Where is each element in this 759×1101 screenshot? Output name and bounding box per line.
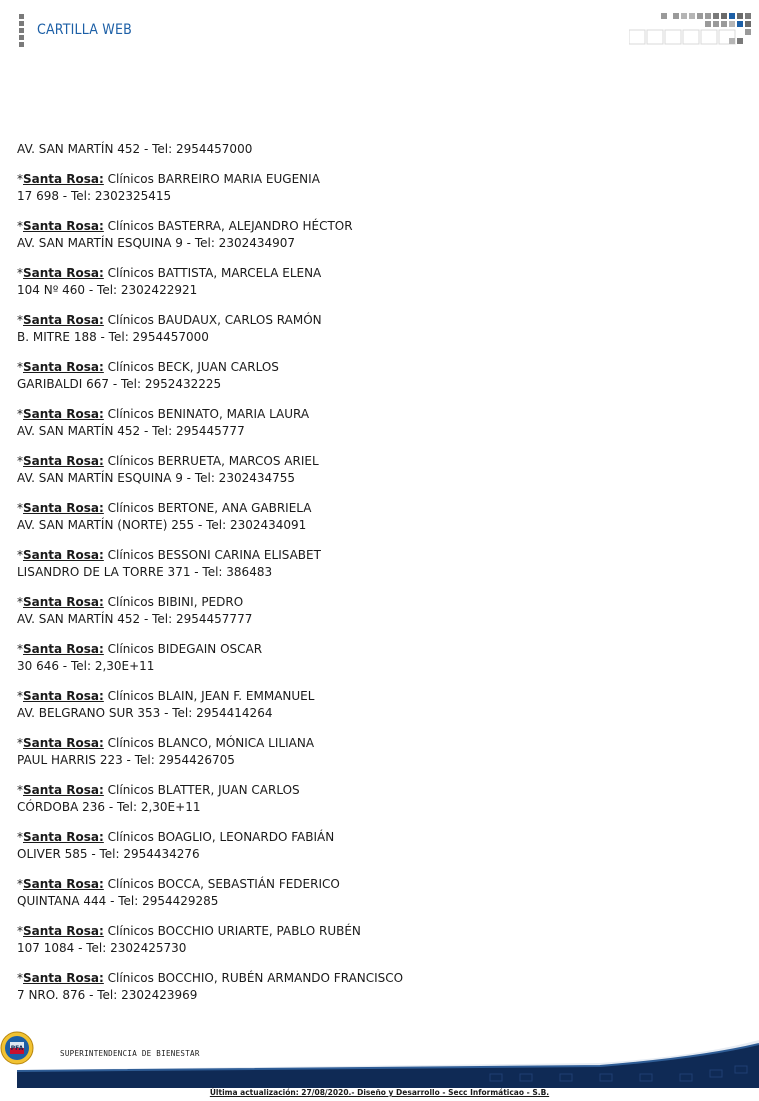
entry-address: 104 Nº 460 - Tel: 2302422921 xyxy=(17,283,198,297)
entry-city: Santa Rosa: xyxy=(23,548,104,562)
entry-prefix: * xyxy=(17,736,23,750)
entry-prefix: * xyxy=(17,266,23,280)
entry-provider-name: Clínicos BLANCO, MÓNICA LILIANA xyxy=(103,736,315,750)
list-item xyxy=(17,641,737,675)
entry-city: Santa Rosa: xyxy=(23,172,104,186)
list-item xyxy=(17,218,737,252)
list-item xyxy=(17,735,737,769)
list-item xyxy=(17,171,737,205)
list-item xyxy=(17,876,737,910)
list-item xyxy=(17,453,737,487)
entry-city: Santa Rosa: xyxy=(23,360,104,374)
entry-address: 7 NRO. 876 - Tel: 2302423969 xyxy=(17,988,198,1002)
entry-prefix: * xyxy=(17,219,23,233)
entry-address: PAUL HARRIS 223 - Tel: 2954426705 xyxy=(17,753,235,767)
page-header xyxy=(0,0,759,60)
entry-prefix: * xyxy=(17,360,23,374)
entry-city: Santa Rosa: xyxy=(23,407,104,421)
entry-address: AV. SAN MARTÍN 452 - Tel: 295445777 xyxy=(17,424,245,438)
entry-address: B. MITRE 188 - Tel: 2954457000 xyxy=(17,330,209,344)
entry-city: Santa Rosa: xyxy=(23,877,104,891)
entry-provider-name: Clínicos BENINATO, MARIA LAURA xyxy=(103,407,310,421)
page-title: CARTILLA WEB xyxy=(37,22,132,38)
entry-title-line xyxy=(17,829,737,846)
entry-provider-name: Clínicos BERRUETA, MARCOS ARIEL xyxy=(103,454,319,468)
footer-organization: SUPERINTENDENCIA DE BIENESTAR xyxy=(60,1049,200,1058)
entry-city: Santa Rosa: xyxy=(23,642,104,656)
entry-title-line xyxy=(17,923,737,940)
entry-prefix: * xyxy=(17,313,23,327)
entry-city: Santa Rosa: xyxy=(23,830,104,844)
list-item xyxy=(17,594,737,628)
list-item xyxy=(17,782,737,816)
entry-title-line xyxy=(17,735,737,752)
seal-lettering: PFA xyxy=(10,1045,24,1052)
entry-address: 107 1084 - Tel: 2302425730 xyxy=(17,941,187,955)
entry-address: OLIVER 585 - Tel: 2954434276 xyxy=(17,847,200,861)
entry-title-line xyxy=(17,782,737,799)
entry-title-line xyxy=(17,359,737,376)
entry-city: Santa Rosa: xyxy=(23,924,104,938)
entry-title-line xyxy=(17,500,737,517)
entry-title-line xyxy=(17,970,737,987)
entry-prefix: * xyxy=(17,971,23,985)
entry-city: Santa Rosa: xyxy=(23,501,104,515)
list-item xyxy=(17,265,737,299)
footer-update-note: Última actualización: 27/08/2020.- Diseño y Desarrollo - Secc Informáticao - S.B. xyxy=(209,1088,550,1097)
list-item xyxy=(17,312,737,346)
entry-prefix: * xyxy=(17,407,23,421)
entry-address: AV. SAN MARTÍN ESQUINA 9 - Tel: 2302434755 xyxy=(17,471,296,485)
entry-city: Santa Rosa: xyxy=(23,266,104,280)
entry-prefix: * xyxy=(17,172,23,186)
entry-address: GARIBALDI 667 - Tel: 2952432225 xyxy=(17,377,222,391)
list-item xyxy=(17,500,737,534)
entry-title-line xyxy=(17,547,737,564)
list-item xyxy=(17,970,737,1004)
list-item xyxy=(17,406,737,440)
entry-city: Santa Rosa: xyxy=(23,313,104,327)
entry-provider-name: Clínicos BOCCHIO, RUBÉN ARMANDO FRANCISCO xyxy=(103,971,404,985)
entry-prefix: * xyxy=(17,642,23,656)
entry-address: 30 646 - Tel: 2,30E+11 xyxy=(17,659,155,673)
entry-address: AV. BELGRANO SUR 353 - Tel: 2954414264 xyxy=(17,706,273,720)
entry-city: Santa Rosa: xyxy=(23,971,104,985)
entry-city: Santa Rosa: xyxy=(23,689,104,703)
entry-prefix: * xyxy=(17,830,23,844)
list-item xyxy=(17,359,737,393)
entry-prefix: * xyxy=(17,689,23,703)
entry-provider-name: Clínicos BAUDAUX, CARLOS RAMÓN xyxy=(103,313,322,327)
entry-provider-name: Clínicos BIDEGAIN OSCAR xyxy=(103,642,263,656)
entries-container xyxy=(17,171,737,1004)
entry-city: Santa Rosa: xyxy=(23,595,104,609)
entry-prefix: * xyxy=(17,924,23,938)
list-item xyxy=(17,688,737,722)
list-item xyxy=(17,829,737,863)
entry-provider-name: Clínicos BERTONE, ANA GABRIELA xyxy=(103,501,312,515)
entry-title-line xyxy=(17,218,737,235)
footer-wave-band xyxy=(0,1030,759,1088)
entry-title-line xyxy=(17,312,737,329)
entry-address: 17 698 - Tel: 2302325415 xyxy=(17,189,172,203)
list-item xyxy=(17,923,737,957)
entry-city: Santa Rosa: xyxy=(23,783,104,797)
entry-title-line xyxy=(17,406,737,423)
page-footer xyxy=(0,1030,759,1101)
entry-provider-name: Clínicos BATTISTA, MARCELA ELENA xyxy=(103,266,322,280)
pixel-grid-decoration xyxy=(629,0,759,50)
directory-list xyxy=(17,141,737,1017)
entry-provider-name: Clínicos BASTERRA, ALEJANDRO HÉCTOR xyxy=(103,219,353,233)
entry-title-line xyxy=(17,265,737,282)
header-marks xyxy=(19,14,24,49)
continued-address-line: AV. SAN MARTÍN 452 - Tel: 2954457000 xyxy=(17,142,253,156)
entry-provider-name: Clínicos BARREIRO MARIA EUGENIA xyxy=(103,172,320,186)
entry-address: QUINTANA 444 - Tel: 2954429285 xyxy=(17,894,219,908)
entry-provider-name: Clínicos BESSONI CARINA ELISABET xyxy=(103,548,321,562)
entry-provider-name: Clínicos BOCCA, SEBASTIÁN FEDERICO xyxy=(103,877,340,891)
entry-address: AV. SAN MARTÍN (NORTE) 255 - Tel: 2302434091 xyxy=(17,518,307,532)
entry-title-line xyxy=(17,453,737,470)
entry-title-line xyxy=(17,641,737,658)
list-item xyxy=(17,547,737,581)
entry-title-line xyxy=(17,688,737,705)
entry-city: Santa Rosa: xyxy=(23,454,104,468)
entry-prefix: * xyxy=(17,501,23,515)
superintendencia-seal xyxy=(0,1030,34,1066)
entry-title-line xyxy=(17,876,737,893)
entry-title-line xyxy=(17,594,737,611)
entry-provider-name: Clínicos BLATTER, JUAN CARLOS xyxy=(103,783,300,797)
entry-provider-name: Clínicos BIBINI, PEDRO xyxy=(103,595,244,609)
entry-address: LISANDRO DE LA TORRE 371 - Tel: 386483 xyxy=(17,565,273,579)
entry-provider-name: Clínicos BECK, JUAN CARLOS xyxy=(103,360,279,374)
entry-title-line xyxy=(17,171,737,188)
entry-provider-name: Clínicos BOCCHIO URIARTE, PABLO RUBÉN xyxy=(103,924,361,938)
entry-prefix: * xyxy=(17,454,23,468)
entry-prefix: * xyxy=(17,595,23,609)
entry-prefix: * xyxy=(17,877,23,891)
entry-prefix: * xyxy=(17,783,23,797)
entry-prefix: * xyxy=(17,548,23,562)
entry-address: CÓRDOBA 236 - Tel: 2,30E+11 xyxy=(17,800,201,814)
entry-city: Santa Rosa: xyxy=(23,219,104,233)
entry-provider-name: Clínicos BLAIN, JEAN F. EMMANUEL xyxy=(103,689,315,703)
entry-address: AV. SAN MARTÍN 452 - Tel: 2954457777 xyxy=(17,612,253,626)
entry-provider-name: Clínicos BOAGLIO, LEONARDO FABIÁN xyxy=(103,830,335,844)
entry-city: Santa Rosa: xyxy=(23,736,104,750)
entry-address: AV. SAN MARTÍN ESQUINA 9 - Tel: 2302434907 xyxy=(17,236,296,250)
